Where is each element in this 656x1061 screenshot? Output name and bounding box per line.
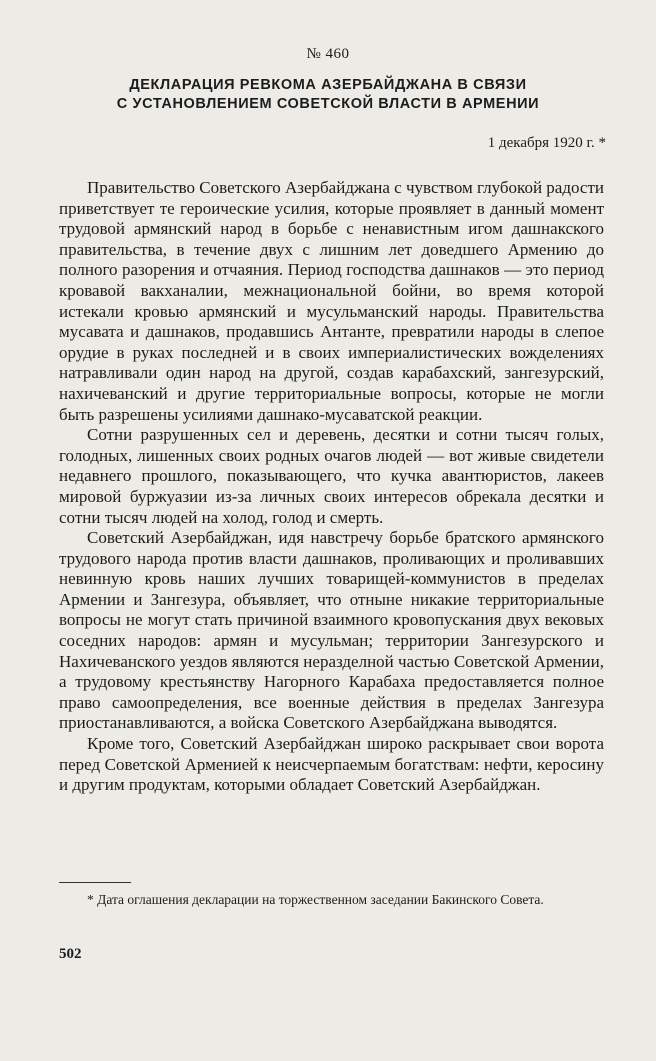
title-line-2: С УСТАНОВЛЕНИЕМ СОВЕТСКОЙ ВЛАСТИ В АРМЕНИИ xyxy=(116,96,540,112)
title-line-1: ДЕКЛАРАЦИЯ РЕВКОМА АЗЕРБАЙДЖАНА В СВЯЗИ xyxy=(129,77,527,93)
page-number: 502 xyxy=(59,946,82,962)
document-date: 1 декабря 1920 г. * xyxy=(487,135,606,151)
footnote xyxy=(59,891,604,909)
paragraph-2: Сотни разрушенных сел и деревень, десятки и сотни тысяч голых, голодных, лишенных своих родных очагов людей — вот живые свидетели недавнего прошлого, показывающего, что кучка авантюристов, лакеев мировой буржуазии из-за личных своих интересов обрекала десятки и сотни тысяч людей на холод, голод и смерть. xyxy=(59,425,604,527)
footnote-divider xyxy=(59,882,131,883)
paragraph-4: Кроме того, Советский Азербайджан широко раскрывает свои ворота перед Советской Арменией к неисчерпаемым богатствам: нефти, керосину и другим продуктам, которыми обладает Советский Азербайджан. xyxy=(59,734,604,795)
paragraph-3: Советский Азербайджан, идя навстречу борьбе братского армянского трудового народа против власти дашнаков, проливающих и проливавших невинную кровь наших лучших товарищей-коммунистов в пределах Армении и Зангезура, объявляет, что отныне никакие территориальные вопросы не могут стать причиной взаимного кровопускания двух вековых соседних народов: армян и мусульман; территории Зангезурского и Нахичеванского уездов являются неразделной частью Советской Армении, а трудовому крестьянству Нагорного Карабаха предоставляется полное право самоопределения, все военные действия в пределах Зангезура приостанавливаются, а войска Советского Азербайджана выводятся. xyxy=(59,528,604,733)
document-title xyxy=(60,76,596,114)
document-body xyxy=(59,178,604,796)
footnote-text: * Дата оглашения декларации на торжественном заседании Бакинского Совета. xyxy=(87,892,544,907)
paragraph-1: Правительство Советского Азербайджана с чувством глубокой радости приветствует те героические усилия, которые проявляет в данный момент трудовой армянский народ в борьбе с ненавистным игом дашнакского правительства, в течение двух с лишним лет доведшего Армению до полного разорения и отчаяния. Период господства дашнаков — это период кровавой вакханалии, межнациональной бойни, во время которой истекали кровью армянский и мусульманский народы. Правительства мусавата и дашнаков, продавшись Антанте, превратили народы в слепое орудие в руках последней и в своих империалистических вожделениях натравливали один народ на другой, создав карабахский, зангезурский, нахичеванский и другие территориальные вопросы, которые не могли быть разрешены усилиями дашнако-мусаватской реакции. xyxy=(59,178,604,424)
document-number: № 460 xyxy=(306,46,350,62)
